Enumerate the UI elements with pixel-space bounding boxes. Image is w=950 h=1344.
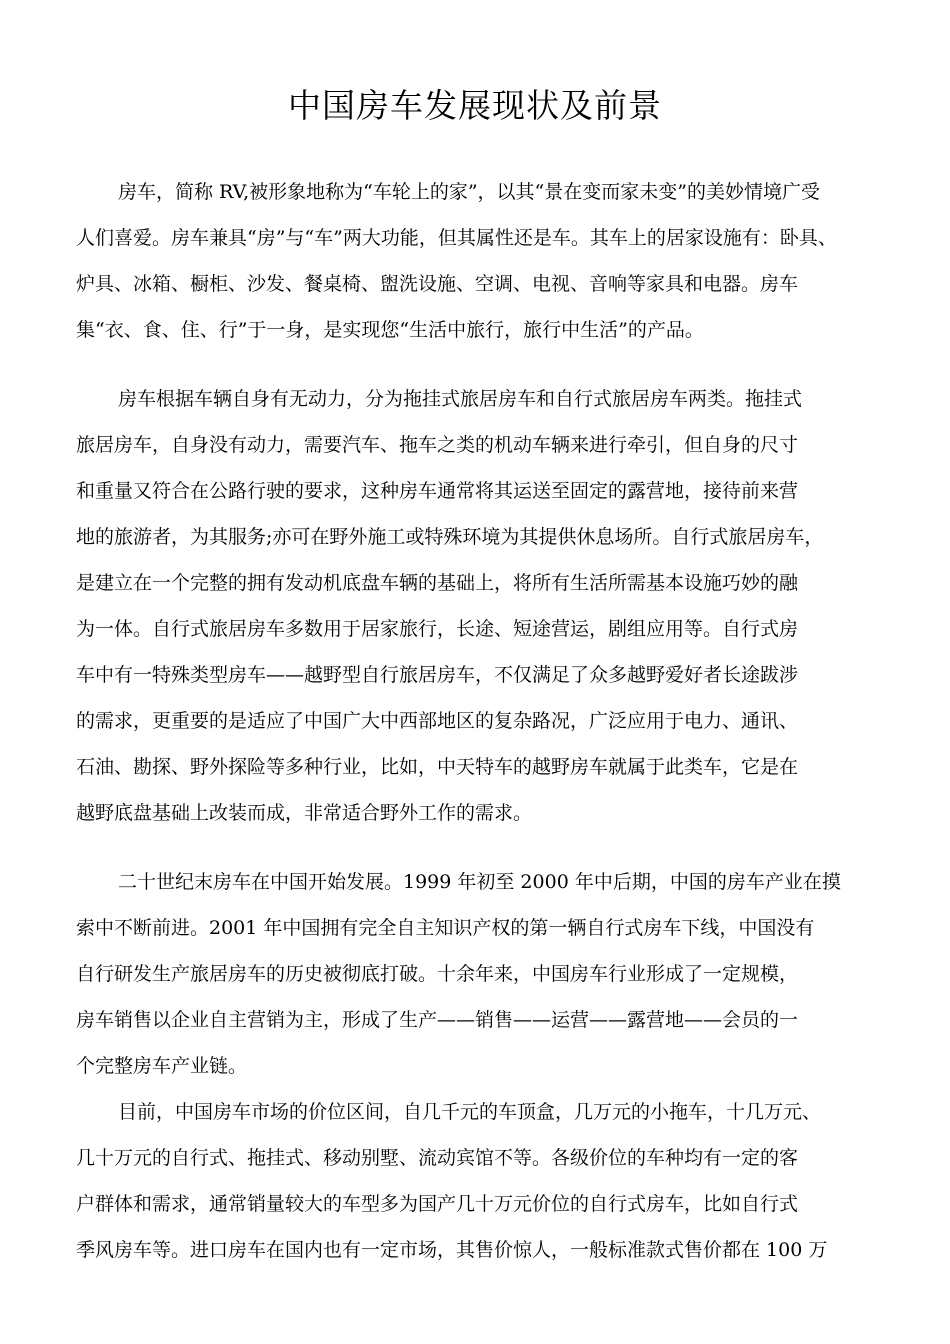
paragraph-3-line-1: 二十世纪末房车在中国开始发展。1999 年初至 2000 年中后期，中国的房车产业在摸: [118, 871, 841, 893]
paragraph-2-line-2: 旅居房车，自身没有动力，需要汽车、拖车之类的机动车辆来进行牵引，但自身的尺寸: [76, 434, 799, 456]
paragraph-4-line-3: 户群体和需求，通常销量较大的车型多为国产几十万元价位的自行式房车，比如自行式: [76, 1193, 799, 1215]
paragraph-2-line-5: 是建立在一个完整的拥有发动机底盘车辆的基础上，将所有生活所需基本设施巧妙的融: [76, 572, 799, 594]
paragraph-3-line-5: 个完整房车产业链。: [76, 1055, 248, 1077]
paragraph-2-line-7: 车中有一特殊类型房车——越野型自行旅居房车，不仅满足了众多越野爱好者长途跋涉: [76, 664, 799, 686]
paragraph-2-line-6: 为一体。自行式旅居房车多数用于居家旅行，长途、短途营运，剧组应用等。自行式房: [76, 618, 799, 640]
paragraph-4-line-4: 季风房车等。进口房车在国内也有一定市场，其售价惊人，一般标准款式售价都在 100 万: [76, 1239, 828, 1261]
paragraph-2-line-1: 房车根据车辆自身有无动力，分为拖挂式旅居房车和自行式旅居房车两类。拖挂式: [118, 388, 803, 410]
document-title: 中国房车发展现状及前景: [288, 86, 662, 125]
paragraph-3-line-3: 自行研发生产旅居房车的历史被彻底打破。十余年来，中国房车行业形成了一定规模，: [76, 963, 799, 985]
paragraph-1-line-1: 房车，简称 RV,被形象地称为“车轮上的家”，以其“景在变而家未变”的美妙情境广受: [118, 181, 820, 203]
paragraph-3-line-4: 房车销售以企业自主营销为主，形成了生产——销售——运营——露营地——会员的一: [76, 1009, 799, 1031]
paragraph-2-line-3: 和重量又符合在公路行驶的要求，这种房车通常将其运送至固定的露营地，接待前来营: [76, 480, 799, 502]
paragraph-4-line-1: 目前，中国房车市场的价位区间，自几千元的车顶盒，几万元的小拖车，十几万元、: [118, 1101, 822, 1123]
paragraph-2-line-10: 越野底盘基础上改装而成，非常适合野外工作的需求。: [76, 802, 533, 824]
paragraph-1-line-2: 人们喜爱。房车兼具“房”与“车”两大功能，但其属性还是车。其车上的居家设施有：卧具、: [76, 227, 837, 249]
paragraph-4-line-2: 几十万元的自行式、拖挂式、移动别墅、流动宾馆不等。各级价位的车种均有一定的客: [76, 1147, 799, 1169]
paragraph-2-line-4: 地的旅游者，为其服务;亦可在野外施工或特殊环境为其提供休息场所。自行式旅居房车，: [76, 526, 824, 548]
paragraph-2-line-8: 的需求，更重要的是适应了中国广大中西部地区的复杂路况，广泛应用于电力、通讯、: [76, 710, 799, 732]
paragraph-3-line-2: 索中不断前进。2001 年中国拥有完全自主知识产权的第一辆自行式房车下线，中国没有: [76, 917, 815, 939]
paragraph-1-line-3: 炉具、冰箱、橱柜、沙发、餐桌椅、盥洗设施、空调、电视、音响等家具和电器。房车: [76, 273, 799, 295]
paragraph-2-line-9: 石油、勘探、野外探险等多种行业，比如，中天特车的越野房车就属于此类车，它是在: [76, 756, 799, 778]
paragraph-1-line-4: 集“衣、食、住、行”于一身，是实现您“生活中旅行，旅行中生活”的产品。: [76, 319, 704, 341]
